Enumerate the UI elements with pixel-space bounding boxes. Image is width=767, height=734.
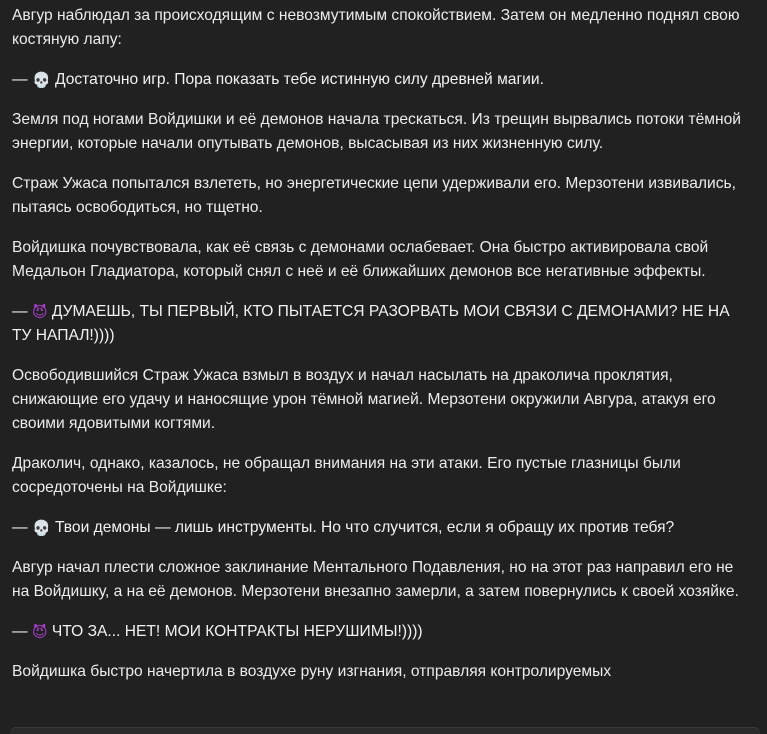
composer-edge xyxy=(10,727,760,734)
paragraph-12: Войдишка быстро начертила в воздухе руну изгнания, отправляя контролируемых xyxy=(12,663,612,680)
paragraph-6-speech: — 😈 ДУМАЕШЬ, ТЫ ПЕРВЫЙ, КТО ПЫТАЕТСЯ РАЗОРВАТЬ МОИ СВЯЗИ С ДЕМОНАМИ? НЕ НА ТУ НАПАЛ!)))) xyxy=(12,303,730,344)
devil-icon: 😈 xyxy=(31,303,48,321)
paragraph-11-speech: — 😈 ЧТО ЗА... НЕТ! МОИ КОНТРАКТЫ НЕРУШИМЫ!)))) xyxy=(12,623,423,641)
paragraph-3: Земля под ногами Войдишки и её демонов начала трескаться. Из трещин вырвались потоки тёмной энергии, которые начали опутывать демонов, высасывая из них жизненную силу. xyxy=(12,111,741,152)
paragraph-7: Освободившийся Страж Ужаса взмыл в воздух и начал насылать на драколича проклятия, снижающие его удачу и наносящие урон тёмной магией. Мерзотени окружили Авгура, атакуя его своими ядовитыми когтями. xyxy=(12,367,716,432)
paragraph-8: Драколич, однако, казалось, не обращал внимания на эти атаки. Его пустые глазницы были сосредоточены на Войдишке: xyxy=(12,455,681,496)
skull-icon: 💀 xyxy=(31,519,51,537)
paragraph-2-speech: — 💀 Достаточно игр. Пора показать тебе истинную силу древней магии. xyxy=(12,71,544,89)
paragraph-9-speech: — 💀 Твои демоны — лишь инструменты. Но что случится, если я обращу их против тебя? xyxy=(12,519,675,537)
paragraph-10: Авгур начал плести сложное заклинание Ментального Подавления, но на этот раз направил его не на Войдишку, а на её демонов. Мерзотени внезапно замерли, а затем повернулись к своей хозяйке. xyxy=(12,559,739,600)
devil-icon: 😈 xyxy=(31,623,48,641)
paragraph-4: Страж Ужаса попытался взлететь, но энергетические цепи удерживали его. Мерзотени извивались, пытаясь освободиться, но тщетно. xyxy=(12,175,736,216)
skull-icon: 💀 xyxy=(31,71,51,89)
paragraph-5: Войдишка почувствовала, как её связь с демонами ослабевает. Она быстро активировала свой Медальон Гладиатора, который снял с неё и её ближайших демонов все негативные эффекты. xyxy=(12,239,709,280)
chat-message xyxy=(12,4,752,700)
paragraph-1: Авгур наблюдал за происходящим с невозмутимым спокойствием. Затем он медленно поднял свою костяную лапу: xyxy=(12,7,740,48)
